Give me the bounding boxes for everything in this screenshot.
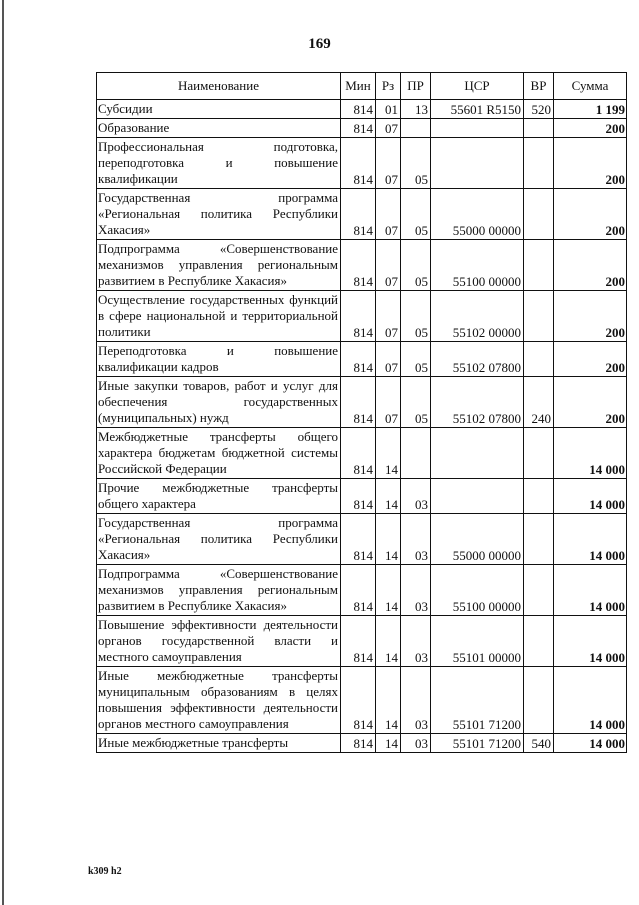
budget-table bbox=[96, 72, 627, 753]
cell-rz: 14 bbox=[376, 514, 401, 565]
cell-name: Государственная программа «Региональная политика Республики Хакасия» bbox=[97, 514, 341, 565]
cell-name: Прочие межбюджетные трансферты общего характера bbox=[97, 479, 341, 514]
cell-vr bbox=[524, 479, 554, 514]
header-csr: ЦСР bbox=[431, 73, 524, 100]
table-row bbox=[97, 342, 627, 377]
cell-csr bbox=[431, 479, 524, 514]
cell-csr: 55102 07800 bbox=[431, 342, 524, 377]
header-name: Наименование bbox=[97, 73, 341, 100]
cell-rz: 07 bbox=[376, 138, 401, 189]
cell-vr: 540 bbox=[524, 734, 554, 753]
cell-rz: 14 bbox=[376, 565, 401, 616]
header-rz: Рз bbox=[376, 73, 401, 100]
cell-vr bbox=[524, 514, 554, 565]
table-row bbox=[97, 240, 627, 291]
cell-vr bbox=[524, 667, 554, 734]
cell-sum: 14 000 bbox=[554, 734, 627, 753]
cell-vr bbox=[524, 565, 554, 616]
cell-csr bbox=[431, 119, 524, 138]
cell-rz: 01 bbox=[376, 100, 401, 119]
table-row bbox=[97, 479, 627, 514]
cell-name: Иные межбюджетные трансферты муниципальным образованиям в целях повышения эффективности деятельности органов местного самоуправления bbox=[97, 667, 341, 734]
table-row bbox=[97, 189, 627, 240]
cell-pr bbox=[401, 119, 431, 138]
cell-vr bbox=[524, 119, 554, 138]
cell-csr: 55000 00000 bbox=[431, 189, 524, 240]
cell-sum: 14 000 bbox=[554, 428, 627, 479]
cell-vr bbox=[524, 616, 554, 667]
table-row bbox=[97, 100, 627, 119]
cell-sum: 200 bbox=[554, 138, 627, 189]
cell-vr: 520 bbox=[524, 100, 554, 119]
cell-sum: 200 bbox=[554, 377, 627, 428]
cell-rz: 07 bbox=[376, 119, 401, 138]
cell-rz: 07 bbox=[376, 189, 401, 240]
cell-name: Профессиональная подготовка, переподготовка и повышение квалификации bbox=[97, 138, 341, 189]
cell-sum: 14 000 bbox=[554, 514, 627, 565]
cell-vr bbox=[524, 138, 554, 189]
cell-name: Субсидии bbox=[97, 100, 341, 119]
cell-csr: 55102 00000 bbox=[431, 291, 524, 342]
cell-sum: 14 000 bbox=[554, 565, 627, 616]
cell-name: Образование bbox=[97, 119, 341, 138]
cell-min: 814 bbox=[341, 138, 376, 189]
cell-sum: 200 bbox=[554, 189, 627, 240]
cell-pr: 03 bbox=[401, 734, 431, 753]
cell-pr: 03 bbox=[401, 565, 431, 616]
cell-min: 814 bbox=[341, 667, 376, 734]
cell-min: 814 bbox=[341, 189, 376, 240]
cell-pr: 05 bbox=[401, 377, 431, 428]
table-header-row bbox=[97, 73, 627, 100]
cell-rz: 07 bbox=[376, 240, 401, 291]
cell-min: 814 bbox=[341, 377, 376, 428]
cell-rz: 14 bbox=[376, 667, 401, 734]
cell-vr bbox=[524, 342, 554, 377]
cell-min: 814 bbox=[341, 240, 376, 291]
cell-min: 814 bbox=[341, 479, 376, 514]
cell-name: Иные закупки товаров, работ и услуг для обеспечения государственных (муниципальных) нужд bbox=[97, 377, 341, 428]
cell-pr: 03 bbox=[401, 514, 431, 565]
cell-pr: 03 bbox=[401, 667, 431, 734]
cell-pr: 05 bbox=[401, 342, 431, 377]
cell-min: 814 bbox=[341, 734, 376, 753]
table-row bbox=[97, 734, 627, 753]
table-row bbox=[97, 667, 627, 734]
cell-min: 814 bbox=[341, 100, 376, 119]
cell-rz: 07 bbox=[376, 342, 401, 377]
cell-sum: 200 bbox=[554, 291, 627, 342]
cell-pr: 05 bbox=[401, 189, 431, 240]
cell-csr: 55102 07800 bbox=[431, 377, 524, 428]
cell-sum: 14 000 bbox=[554, 616, 627, 667]
cell-sum: 200 bbox=[554, 119, 627, 138]
cell-name: Межбюджетные трансферты общего характера бюджетам бюджетной системы Российской Федерации bbox=[97, 428, 341, 479]
table-row bbox=[97, 565, 627, 616]
cell-csr: 55101 71200 bbox=[431, 734, 524, 753]
table-row bbox=[97, 138, 627, 189]
header-min: Мин bbox=[341, 73, 376, 100]
table-body bbox=[97, 100, 627, 753]
cell-rz: 07 bbox=[376, 377, 401, 428]
cell-sum: 14 000 bbox=[554, 667, 627, 734]
cell-pr: 03 bbox=[401, 479, 431, 514]
cell-name: Подпрограмма «Совершенствование механизмов управления региональным развитием в Республике Хакасия» bbox=[97, 565, 341, 616]
cell-pr bbox=[401, 428, 431, 479]
cell-pr: 05 bbox=[401, 138, 431, 189]
table-row bbox=[97, 428, 627, 479]
cell-vr bbox=[524, 428, 554, 479]
cell-min: 814 bbox=[341, 428, 376, 479]
cell-min: 814 bbox=[341, 119, 376, 138]
cell-csr bbox=[431, 428, 524, 479]
cell-sum: 200 bbox=[554, 342, 627, 377]
cell-sum: 200 bbox=[554, 240, 627, 291]
cell-sum: 1 199 bbox=[554, 100, 627, 119]
cell-min: 814 bbox=[341, 291, 376, 342]
cell-rz: 14 bbox=[376, 616, 401, 667]
cell-min: 814 bbox=[341, 342, 376, 377]
table-row bbox=[97, 616, 627, 667]
cell-pr: 05 bbox=[401, 291, 431, 342]
footer-code: k309 h2 bbox=[88, 866, 122, 877]
cell-name: Государственная программа «Региональная политика Республики Хакасия» bbox=[97, 189, 341, 240]
header-pr: ПР bbox=[401, 73, 431, 100]
cell-vr: 240 bbox=[524, 377, 554, 428]
cell-min: 814 bbox=[341, 616, 376, 667]
header-vr: ВР bbox=[524, 73, 554, 100]
cell-name: Переподготовка и повышение квалификации кадров bbox=[97, 342, 341, 377]
cell-sum: 14 000 bbox=[554, 479, 627, 514]
page-number: 169 bbox=[308, 36, 331, 52]
cell-vr bbox=[524, 189, 554, 240]
table-row bbox=[97, 514, 627, 565]
cell-vr bbox=[524, 291, 554, 342]
cell-name: Осуществление государственных функций в сфере национальной и территориальной политики bbox=[97, 291, 341, 342]
table-row bbox=[97, 377, 627, 428]
cell-rz: 14 bbox=[376, 479, 401, 514]
header-sum: Сумма bbox=[554, 73, 627, 100]
cell-csr: 55100 00000 bbox=[431, 240, 524, 291]
cell-min: 814 bbox=[341, 514, 376, 565]
cell-vr bbox=[524, 240, 554, 291]
cell-csr: 55101 71200 bbox=[431, 667, 524, 734]
cell-csr bbox=[431, 138, 524, 189]
cell-pr: 13 bbox=[401, 100, 431, 119]
cell-pr: 03 bbox=[401, 616, 431, 667]
cell-name: Повышение эффективности деятельности органов государственной власти и местного самоуправления bbox=[97, 616, 341, 667]
cell-csr: 55000 00000 bbox=[431, 514, 524, 565]
table-row bbox=[97, 119, 627, 138]
cell-csr: 55100 00000 bbox=[431, 565, 524, 616]
page-edge-line bbox=[2, 0, 4, 905]
cell-min: 814 bbox=[341, 565, 376, 616]
cell-rz: 07 bbox=[376, 291, 401, 342]
cell-rz: 14 bbox=[376, 428, 401, 479]
table-row bbox=[97, 291, 627, 342]
cell-name: Подпрограмма «Совершенствование механизмов управления региональным развитием в Республике Хакасия» bbox=[97, 240, 341, 291]
cell-csr: 55601 R5150 bbox=[431, 100, 524, 119]
cell-rz: 14 bbox=[376, 734, 401, 753]
cell-csr: 55101 00000 bbox=[431, 616, 524, 667]
cell-name: Иные межбюджетные трансферты bbox=[97, 734, 341, 753]
cell-pr: 05 bbox=[401, 240, 431, 291]
